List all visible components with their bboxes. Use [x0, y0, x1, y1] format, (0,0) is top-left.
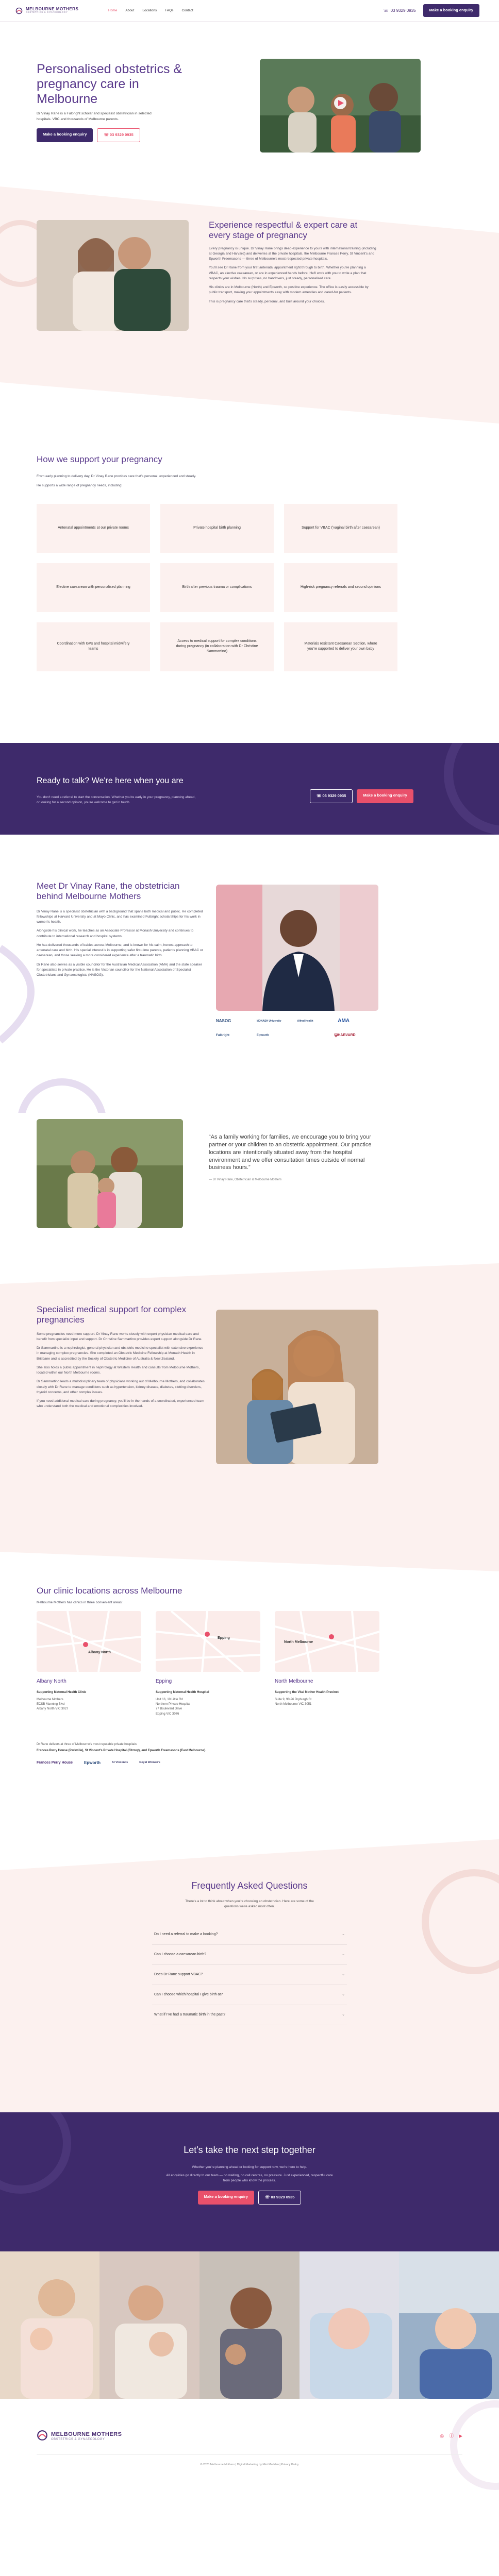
faq-question: Do I need a referral to make a booking?: [154, 1932, 218, 1936]
cta-text-2: All enquiries go directly to our team — no waiting, no call centres, no pressure. Just experienced, respectful care from people who know the process.: [166, 2173, 333, 2182]
meet-para-4: Dr Rane also serves as a visible councillor for the Australian Medical Association (AMA) and the state speaker for specialists in private practice. He is the Victorian councillor for the National Association of Specialist Obstetricians and Gynaecologists (NASOG).: [37, 962, 202, 977]
hero-text: Dr Vinay Rane is a Fulbright scholar and specialist obstetrician in selected hospitals. VBC and thousands of Melbourne parents.: [37, 112, 152, 121]
faq-item[interactable]: [152, 1965, 347, 1985]
ready-phone-button[interactable]: ☏ 03 9329 0935: [310, 789, 353, 803]
clinics-intro: Melbourne Mothers has clinics in three convenient areas:: [37, 1601, 123, 1605]
support-cards: [37, 504, 462, 671]
strip-photo-1: [0, 2251, 99, 2399]
experience-para-4: This is pregnancy care that's steady, personal, and built around your choices.: [209, 299, 325, 303]
royal-womens-logo: Royal Women's: [139, 1761, 160, 1765]
main-nav: [108, 8, 384, 13]
experience-para-1: Every pregnancy is unique. Dr Vinay Rane brings deep experience to yours with international training (including at Georgia and Harvard) and deliveries at the private hospitals, the Melbourne Frances Perry, St Vincent's and Epworth Freemasons — three of Melbourne's most respected private hospitals.: [209, 246, 376, 261]
support-card: Coordination with GPs and hospital midwifery teams: [37, 622, 150, 671]
meet-title: Meet Dr Vinay Rane, the obstetrician behind Melbourne Mothers: [37, 881, 180, 902]
logo-mark-icon: [15, 7, 23, 14]
logo-subtext: OBSTETRICS & GYNAECOLOGY: [26, 11, 68, 14]
logo-text: MELBOURNE MOTHERS: [51, 2431, 122, 2438]
clinic-cards: [37, 1611, 462, 1717]
couple-photo: [37, 220, 189, 331]
clinic-sub: Supporting the Vital Mother Health Precinct: [275, 1691, 339, 1694]
phone-icon: ☏: [383, 8, 389, 13]
meet-para-1: Dr Vinay Rane is a specialist obstetrician with a background that spans both medical and public. He completed fellowships at Harvard University and at Mayo Clinic, and has examined Fulbright scholarships for his work in women's health.: [37, 909, 203, 924]
clinic-sub: Supporting Maternal Health Hospital: [156, 1691, 209, 1694]
faq-item[interactable]: [152, 1945, 347, 1965]
instagram-icon[interactable]: ◎: [440, 2433, 444, 2439]
hero-video[interactable]: [260, 59, 421, 152]
specialist-para-3: She also holds a public appointment in nephrology at Western Health and consults from Melbourne Mothers, located within our North Melbourne rooms.: [37, 1365, 200, 1375]
map-label: Epping: [218, 1636, 230, 1640]
experience-para-2: You'll see Dr Rane from your first antenatal appointment right through to birth. Whether you're planning a VBAC, an elective caesarean, or are in experienced hands before. He'll work with you to write a plan that respects your wishes. No surprises, no handovers, just steady, personalised care.: [209, 266, 367, 280]
strip-photo-5: [399, 2251, 499, 2399]
clinic-name: Epping: [156, 1678, 172, 1684]
chevron-down-icon: ⌄: [342, 1973, 345, 1976]
site-header: [0, 0, 499, 22]
family-photo: [37, 1119, 183, 1228]
ready-section: [0, 743, 499, 835]
experience-para-3: His clinics are in Melbourne (North) and Epworth, so positive experience. The office is easily accessible by public transport, making your appointments easy with modern amenities and cared-for patients.: [209, 285, 369, 295]
phone-icon: ☏: [317, 793, 323, 798]
ready-text: You don't need a referral to start the conversation. Whether you're early in your pregnancy, planning ahead, or looking for a second opinion, you're welcome to get in touch.: [37, 795, 196, 805]
meet-para-3: He has delivered thousands of babies across Melbourne, and is known for his calm, honest approach to antenatal care and birth. His special interest is in supporting safer first-time parents, patients planning VBAC or caesarean, and those seeking a more considered experience after a traumatic birth.: [37, 943, 203, 958]
clinic-card-epping: [156, 1611, 260, 1717]
strip-photo-4: [300, 2251, 399, 2399]
support-card: High-risk pregnancy referrals and second opinions: [284, 563, 397, 612]
quote-text: “As a family working for families, we encourage you to bring your partner or your children to an obstetric appointment. Our practice locations are intentionally situated away from the hospital environment and we offer consultation times outside of normal business hours.”: [209, 1134, 372, 1171]
cta-section: [0, 2112, 499, 2251]
harvard-crest-icon: ⛨: [334, 1032, 338, 1038]
ama-logo: AMA: [338, 1018, 350, 1024]
nav-about[interactable]: About: [125, 8, 135, 12]
monash-logo: MONASH University: [256, 1019, 281, 1023]
hero-phone-button[interactable]: ☏ 03 9329 0935: [97, 128, 140, 142]
hero-title: Personalised obstetrics & pregnancy care in Melbourne: [37, 62, 182, 106]
logo[interactable]: [15, 7, 108, 14]
clinics-title: Our clinic locations across Melbourne: [37, 1586, 182, 1596]
support-card: Support for VBAC ('vaginal birth after caesarean): [284, 504, 397, 553]
faq-question: Can I choose which hospital I give birth at?: [154, 1993, 223, 1997]
strip-photo-3: [199, 2251, 300, 2399]
harvard-logo: HARVARD: [338, 1033, 356, 1037]
site-footer: [0, 2399, 499, 2492]
header-booking-button[interactable]: Make a booking enquiry: [423, 4, 479, 17]
support-title: How we support your pregnancy: [37, 454, 162, 464]
faq-question: Does Dr Rane support VBAC?: [154, 1973, 203, 1976]
support-section: [0, 454, 499, 743]
hospital-logos: [37, 1760, 462, 1766]
specialist-para-1: Some pregnancies need more support. Dr Vinay Rane works closely with expert physician medical care and benefit from specialist input and support. Dr Christine Sammartino provides expert support alongside Dr Rane.: [37, 1332, 203, 1341]
ready-booking-button[interactable]: Make a booking enquiry: [357, 789, 413, 803]
faq-question: What if I've had a traumatic birth in the past?: [154, 2013, 226, 2017]
experience-title: Experience respectful & expert care at every stage of pregnancy: [209, 220, 358, 241]
nav-home[interactable]: Home: [108, 8, 118, 12]
strip-photo-2: [99, 2251, 199, 2399]
clinic-name: Albany North: [37, 1678, 66, 1684]
clinic-card-north-melbourne: [275, 1611, 379, 1717]
specialist-title: Specialist medical support for complex pregnancies: [37, 1304, 187, 1325]
support-card: Private hospital birth planning: [160, 504, 274, 553]
facebook-icon[interactable]: ⓕ: [449, 2433, 454, 2439]
photo-strip: [0, 2251, 499, 2399]
specialist-para-2: Dr Sammartino is a nephrologist, general physician and obstetric medicine specialist with extensive experience in managing complex pregnancies. She completed an Obstetric Medicine Fellowship at Monash Health in Brisbane and is accredited by the Society of Obstetric Medicine of Australia & New Zealand.: [37, 1346, 204, 1361]
specialist-para-5: If you need additional medical care during pregnancy, you'll be in the hands of a coordinated, experienced team who understand both the medical and emotional complexities involved.: [37, 1399, 204, 1409]
meet-para-2: Alongside his clinical work, he teaches as an Associate Professor at Monash University and continues to contribute to international research and hospital systems.: [37, 929, 194, 938]
clinics-section: [0, 1571, 499, 1829]
youtube-icon[interactable]: ▶: [459, 2433, 462, 2439]
faq-intro: There's a lot to think about when you're choosing an obstetrician. Here are some of the questions we're asked most often.: [185, 1899, 314, 1908]
experience-section: [0, 176, 499, 454]
clinic-card-albany: [37, 1611, 141, 1717]
logo-text: MELBOURNE MOTHERS: [26, 6, 79, 11]
support-card: Access to medical support for complex conditions during pregnancy (in collaboration with Dr Christine Sammartino): [160, 622, 274, 671]
ready-title: Ready to talk? We're here when you are: [37, 776, 184, 785]
footer-logo[interactable]: [37, 2430, 122, 2443]
specialist-section: [0, 1263, 499, 1571]
alfred-logo: Alfred Health: [297, 1019, 313, 1023]
chevron-down-icon: ⌄: [342, 2013, 345, 2017]
cta-title: Let's take the next step together: [184, 2145, 315, 2155]
clinic-name: North Melbourne: [275, 1678, 313, 1684]
delivers-text: Dr Rane delivers at three of Melbourne's most reputable private hospitals:: [37, 1742, 138, 1746]
logo-mark-icon: [37, 2430, 48, 2443]
map-label: Albany North: [88, 1650, 111, 1654]
footer-legal: © 2025 Melbourne Mothers | Digital Marketing by Mini Madden | Privacy Policy: [200, 2463, 299, 2466]
faq-question: Can I choose a caesarean birth?: [154, 1952, 207, 1956]
nav-contact[interactable]: Contact: [181, 8, 193, 12]
nasog-logo: NASOG: [216, 1019, 231, 1024]
cta-booking-button[interactable]: Make a booking enquiry: [198, 2191, 254, 2205]
phone-icon: ☏: [265, 2194, 271, 2199]
faq-item[interactable]: [152, 1925, 347, 1945]
specialist-para-4: Dr Sammartino leads a multidisciplinary team of physicians working out of Melbourne Mothers, and collaborates closely with Dr Rane to manage conditions such as hypertension, kidney disease, diabetes, clotting disorders, thyroid concerns, and other complex issues.: [37, 1380, 205, 1394]
hero-booking-button[interactable]: Make a booking enquiry: [37, 128, 93, 142]
chevron-down-icon: ⌄: [342, 1932, 345, 1936]
faq-item[interactable]: [152, 1985, 347, 2005]
doctor-photo: [216, 885, 378, 1011]
logo-subtext: OBSTETRICS & GYNAECOLOGY: [51, 2437, 105, 2441]
chevron-down-icon: ⌄: [342, 1952, 345, 1956]
clinic-address: Suite 9, 90-96 Dryburgh St North Melbourne VIC 3051: [275, 1698, 312, 1706]
quote-section: [0, 1113, 499, 1263]
cta-text-1: Whether you're planning ahead or looking for support now, we're here to help.: [192, 2165, 307, 2170]
faq-list: [152, 1925, 347, 2026]
nav-locations[interactable]: Locations: [142, 8, 157, 12]
support-card: Elective caesarean with personalised planning: [37, 563, 150, 612]
phone-icon: ☏: [104, 132, 110, 138]
map-epping[interactable]: [156, 1611, 260, 1672]
faq-item[interactable]: [152, 2005, 347, 2025]
hero: [0, 22, 499, 176]
clinic-address: Melbourne Mothers ECSB Manning Blvd Albany North VIC 3027: [37, 1698, 69, 1711]
support-card: Antenatal appointments at our private rooms: [37, 504, 150, 553]
support-intro-1: From early planning to delivery day, Dr Vinay Rane provides care that's personal, experienced and steady.: [37, 474, 196, 479]
map-albany[interactable]: [37, 1611, 141, 1672]
cta-phone-button[interactable]: ☏ 03 9329 0935: [258, 2191, 301, 2205]
nav-faqs[interactable]: FAQs: [165, 8, 174, 12]
clinic-address: Unit 16, 10 Little Rd Northern Private Hospital 77 Boulevard Drive Epping VIC 3076: [156, 1698, 191, 1716]
epworth-logo: Epworth: [256, 1033, 269, 1037]
faq-title: Frequently Asked Questions: [191, 1880, 308, 1891]
clinic-sub: Supporting Maternal Health Clinic: [37, 1691, 87, 1694]
map-north-melbourne[interactable]: [275, 1611, 379, 1672]
fulbright-logo: Fulbright: [216, 1033, 229, 1037]
delivers-hospitals: Frances Perry House (Parkville), St Vincent's Private Hospital (Fitzroy), and Epworth Freemasons (East Melbourne).: [37, 1749, 206, 1752]
faq-section: [0, 1829, 499, 2112]
map-label: North Melbourne: [284, 1640, 313, 1644]
header-phone[interactable]: ☏ 03 9329 0935: [383, 8, 416, 13]
frances-perry-logo: Frances Perry House: [37, 1761, 73, 1765]
social-links: [440, 2433, 462, 2439]
quote-author: — Dr Vinay Rane, Obstetrician & Melbourne Mothers: [209, 1178, 281, 1182]
st-vincents-logo: St Vincent's: [112, 1761, 128, 1765]
support-card: Materials resistant Caesarean Section, where you're supported to deliver your own baby: [284, 622, 397, 671]
chevron-down-icon: ⌄: [342, 1993, 345, 1997]
mother-child-tablet-photo: [216, 1310, 378, 1464]
epworth-logo: Epworth: [84, 1760, 101, 1766]
meet-section: [0, 835, 499, 1113]
support-card: Birth after previous trauma or complications: [160, 563, 274, 612]
support-intro-2: He supports a wide range of pregnancy needs, including:: [37, 483, 123, 487]
accreditation-logos: [216, 1018, 378, 1039]
